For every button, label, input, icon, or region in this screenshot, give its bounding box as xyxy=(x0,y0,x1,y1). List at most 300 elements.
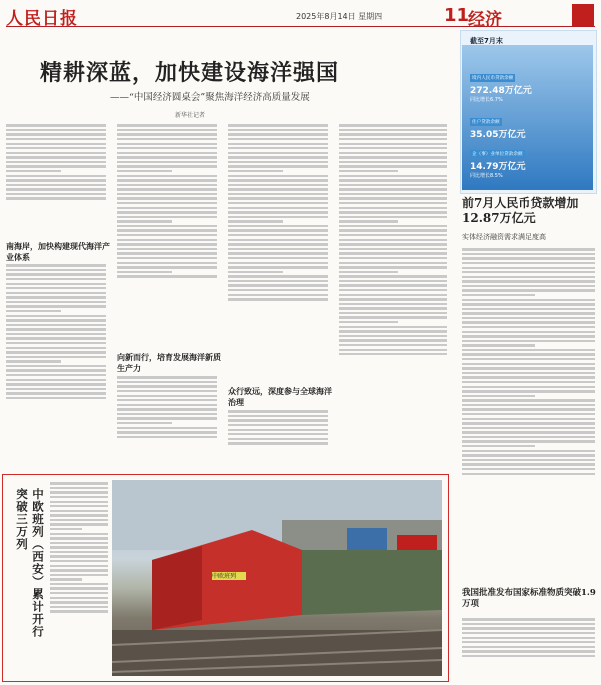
text-line xyxy=(117,225,217,227)
text-line xyxy=(117,147,217,149)
text-line xyxy=(462,253,595,255)
text-line xyxy=(339,161,447,163)
text-line xyxy=(462,436,595,438)
text-line xyxy=(117,138,217,140)
text-line xyxy=(117,211,217,213)
text-line xyxy=(228,294,328,296)
text-line xyxy=(117,431,217,433)
text-line xyxy=(117,229,217,231)
text-line xyxy=(462,363,595,365)
text-line xyxy=(6,397,106,399)
text-line xyxy=(339,252,447,254)
text-line xyxy=(339,202,447,204)
text-line xyxy=(50,496,108,498)
text-line xyxy=(6,138,106,140)
text-line xyxy=(462,459,595,461)
text-line xyxy=(6,296,106,298)
text-line xyxy=(339,133,447,135)
text-line xyxy=(117,202,217,204)
text-line xyxy=(462,440,595,442)
text-line xyxy=(228,248,328,250)
text-line xyxy=(462,422,595,424)
text-line xyxy=(462,463,595,465)
text-line xyxy=(6,388,106,390)
text-line xyxy=(117,266,217,268)
text-line xyxy=(50,569,108,571)
text-line xyxy=(6,124,106,126)
text-line xyxy=(462,390,595,392)
byline: 新华社记者 xyxy=(175,112,206,119)
text-line xyxy=(6,147,106,149)
text-line xyxy=(462,294,535,296)
article-column-1a xyxy=(6,122,106,240)
text-line xyxy=(117,248,217,250)
section-color-bar xyxy=(572,4,594,26)
text-line xyxy=(339,143,447,145)
text-line xyxy=(50,610,108,612)
text-line xyxy=(6,193,106,195)
text-line xyxy=(462,353,595,355)
text-line xyxy=(50,606,108,608)
text-line xyxy=(6,379,106,381)
text-line xyxy=(6,287,106,289)
text-line xyxy=(462,637,595,639)
text-line xyxy=(6,342,106,344)
text-line xyxy=(462,321,595,323)
text-line xyxy=(462,285,595,287)
text-line xyxy=(228,156,328,158)
text-line xyxy=(339,307,447,309)
text-line xyxy=(6,292,106,294)
text-line xyxy=(117,408,217,410)
text-line xyxy=(339,344,447,346)
text-line xyxy=(462,280,595,282)
text-line xyxy=(117,129,217,131)
text-line xyxy=(339,280,447,282)
text-line xyxy=(462,267,595,269)
main-subheadline: ——“中国经济圆桌会”聚焦海洋经济高质量发展 xyxy=(110,92,310,103)
text-line xyxy=(339,312,447,314)
text-line xyxy=(228,410,328,412)
text-line xyxy=(462,303,595,305)
text-line xyxy=(339,193,447,195)
text-line xyxy=(462,248,595,250)
text-line xyxy=(228,266,328,268)
text-line xyxy=(462,427,595,429)
text-line xyxy=(50,519,108,521)
text-line xyxy=(117,262,217,264)
text-line xyxy=(339,248,447,250)
text-line xyxy=(462,326,595,328)
text-line xyxy=(462,641,595,643)
text-line xyxy=(339,124,447,126)
text-line xyxy=(117,275,217,277)
page-number: 11 xyxy=(444,5,470,26)
article-column-3b xyxy=(228,408,328,468)
text-line xyxy=(6,283,106,285)
text-line xyxy=(50,597,108,599)
text-line xyxy=(339,220,398,222)
text-line xyxy=(6,365,106,367)
text-line xyxy=(50,555,108,557)
text-line xyxy=(339,147,447,149)
text-line xyxy=(462,445,535,447)
text-line xyxy=(228,161,328,163)
text-line xyxy=(117,133,217,135)
text-line xyxy=(339,275,447,277)
text-line xyxy=(117,436,217,438)
text-line xyxy=(339,175,447,177)
text-line xyxy=(6,152,106,154)
text-line xyxy=(462,381,595,383)
text-line xyxy=(339,316,447,318)
text-line xyxy=(117,395,217,397)
text-line xyxy=(228,197,328,199)
bottom-right-headline: 我国批准发布国家标准物质突破1.9万项 xyxy=(462,588,596,609)
text-line xyxy=(228,429,328,431)
text-line xyxy=(117,207,217,209)
text-line xyxy=(462,413,595,415)
text-line xyxy=(50,510,108,512)
text-line xyxy=(339,184,447,186)
stat-total-label: 境内人民币贷款余额 xyxy=(472,76,514,81)
text-line xyxy=(339,129,447,131)
text-line xyxy=(462,308,595,310)
text-line xyxy=(462,299,595,301)
text-line xyxy=(117,170,172,172)
stat-total-note: 同比增长6.7% xyxy=(470,97,503,103)
text-line xyxy=(117,390,217,392)
text-line xyxy=(6,392,106,394)
text-line xyxy=(462,399,595,401)
text-line xyxy=(228,284,328,286)
text-line xyxy=(339,349,447,351)
text-line xyxy=(6,360,61,362)
text-line xyxy=(228,257,328,259)
text-line xyxy=(50,565,108,567)
text-line xyxy=(6,305,106,307)
text-line xyxy=(50,491,108,493)
section-name: 经济 xyxy=(468,10,502,30)
text-line xyxy=(228,275,328,277)
text-line xyxy=(462,632,595,634)
text-line xyxy=(228,202,328,204)
text-line xyxy=(462,331,595,333)
text-line xyxy=(462,358,595,360)
text-line xyxy=(228,262,328,264)
text-line xyxy=(117,243,217,245)
text-line xyxy=(117,179,217,181)
infobox-title: 截至7月末 xyxy=(470,37,503,45)
text-line xyxy=(339,216,447,218)
text-line xyxy=(6,179,106,181)
text-line xyxy=(50,528,82,530)
text-line xyxy=(228,433,328,435)
text-line xyxy=(50,551,108,553)
text-line xyxy=(228,129,328,131)
text-line xyxy=(50,560,108,562)
text-line xyxy=(6,369,106,371)
text-line xyxy=(228,415,328,417)
text-line xyxy=(339,298,447,300)
text-line xyxy=(228,252,328,254)
text-line xyxy=(462,289,595,291)
text-line xyxy=(462,271,595,273)
text-line xyxy=(6,347,106,349)
text-line xyxy=(228,220,283,222)
text-line xyxy=(50,514,108,516)
text-line xyxy=(339,303,447,305)
text-line xyxy=(6,356,106,358)
text-line xyxy=(462,344,535,346)
text-line xyxy=(339,266,447,268)
text-line xyxy=(117,234,217,236)
text-line xyxy=(339,262,447,264)
text-line xyxy=(50,542,108,544)
stat-enterprise-note: 同比增长8.5% xyxy=(470,173,503,179)
text-line xyxy=(462,655,595,657)
text-line xyxy=(6,143,106,145)
text-line xyxy=(462,650,595,652)
section-heading-2: 向新而行，培育发展海洋新质生产力 xyxy=(117,352,221,373)
text-line xyxy=(117,220,172,222)
text-line xyxy=(228,207,328,209)
text-line xyxy=(6,383,106,385)
text-line xyxy=(339,152,447,154)
article-column-2b xyxy=(117,374,217,468)
text-line xyxy=(117,124,217,126)
text-line xyxy=(6,333,106,335)
text-line xyxy=(6,374,106,376)
text-line xyxy=(6,170,61,172)
text-line xyxy=(117,197,217,199)
text-line xyxy=(462,618,595,620)
text-line xyxy=(228,298,328,300)
text-line xyxy=(117,216,217,218)
text-line xyxy=(228,438,328,440)
text-line xyxy=(462,372,595,374)
text-line xyxy=(50,533,108,535)
text-line xyxy=(6,165,106,167)
text-line xyxy=(117,239,217,241)
text-line xyxy=(50,578,82,580)
text-line xyxy=(339,225,447,227)
text-line xyxy=(462,349,595,351)
text-line xyxy=(462,312,595,314)
right-subheadline: 实体经济融资需求满足度高 xyxy=(462,233,546,241)
text-line xyxy=(339,284,447,286)
text-line xyxy=(228,133,328,135)
text-line xyxy=(6,133,106,135)
photo-story-caption xyxy=(50,480,108,675)
text-line xyxy=(462,454,595,456)
text-line xyxy=(117,161,217,163)
text-line xyxy=(228,147,328,149)
text-line xyxy=(339,239,447,241)
text-line xyxy=(462,468,595,470)
train-photo xyxy=(112,480,442,676)
text-line xyxy=(228,170,283,172)
text-line xyxy=(228,184,328,186)
text-line xyxy=(462,395,535,397)
text-line xyxy=(462,408,595,410)
text-line xyxy=(50,583,108,585)
text-line xyxy=(117,152,217,154)
text-line xyxy=(6,301,106,303)
text-line xyxy=(50,587,108,589)
text-line xyxy=(339,156,447,158)
text-line xyxy=(462,376,595,378)
stat-household xyxy=(470,108,590,140)
text-line xyxy=(339,138,447,140)
text-line xyxy=(6,175,106,177)
text-line xyxy=(462,431,595,433)
text-line xyxy=(228,211,328,213)
text-line xyxy=(228,216,328,218)
text-line xyxy=(6,337,106,339)
text-line xyxy=(50,501,108,503)
text-line xyxy=(339,321,398,323)
text-line xyxy=(228,179,328,181)
text-line xyxy=(462,646,595,648)
text-line xyxy=(117,422,172,424)
text-line xyxy=(339,330,447,332)
text-line xyxy=(117,385,217,387)
text-line xyxy=(339,257,447,259)
text-line xyxy=(228,442,328,444)
text-line xyxy=(117,376,217,378)
text-line xyxy=(339,170,398,172)
text-line xyxy=(339,234,447,236)
article-column-2a xyxy=(117,122,217,350)
text-line xyxy=(228,271,283,273)
article-column-1b xyxy=(6,262,106,468)
text-line xyxy=(339,339,447,341)
right-headline: 前7月人民币贷款增加12.87万亿元 xyxy=(462,196,579,225)
text-line xyxy=(228,165,328,167)
masthead xyxy=(6,4,595,30)
text-line xyxy=(339,353,447,355)
text-line xyxy=(117,165,217,167)
text-line xyxy=(117,399,217,401)
stat-total xyxy=(470,64,590,103)
text-line xyxy=(117,271,172,273)
text-line xyxy=(6,264,106,266)
text-line xyxy=(228,229,328,231)
section-heading-3: 众行致远，深度参与全球海洋治理 xyxy=(228,386,332,407)
text-line xyxy=(6,161,106,163)
bottom-right-body xyxy=(462,616,595,680)
issue-date: 2025年8月14日 星期四 xyxy=(296,12,383,21)
text-line xyxy=(462,340,595,342)
text-line xyxy=(117,413,217,415)
text-line xyxy=(117,193,217,195)
text-line xyxy=(462,418,595,420)
text-line xyxy=(339,207,447,209)
text-line xyxy=(339,243,447,245)
newspaper-logo: 人民日报 xyxy=(6,9,78,29)
text-line xyxy=(228,188,328,190)
text-line xyxy=(50,537,108,539)
photo-story-headline: 中欧班列（西安）累计开行突破三万列 xyxy=(15,488,45,638)
text-line xyxy=(462,404,595,406)
text-line xyxy=(462,335,595,337)
text-line xyxy=(228,289,328,291)
text-line xyxy=(339,271,398,273)
stat-household-value: 35.05万亿元 xyxy=(470,130,526,140)
text-line xyxy=(339,179,447,181)
text-line xyxy=(462,450,595,452)
text-line xyxy=(6,319,106,321)
text-line xyxy=(6,315,106,317)
text-line xyxy=(228,424,328,426)
text-line xyxy=(339,197,447,199)
text-line xyxy=(6,328,106,330)
text-line xyxy=(6,184,106,186)
text-line xyxy=(462,262,595,264)
text-line xyxy=(6,278,106,280)
text-line xyxy=(117,143,217,145)
text-line xyxy=(228,143,328,145)
text-line xyxy=(50,601,108,603)
text-line xyxy=(6,324,106,326)
text-line xyxy=(50,487,108,489)
text-line xyxy=(117,184,217,186)
text-line xyxy=(50,482,108,484)
text-line xyxy=(228,419,328,421)
text-line xyxy=(6,197,106,199)
text-line xyxy=(462,623,595,625)
stat-enterprise-label: 企（事）业单位贷款余额 xyxy=(472,152,523,157)
text-line xyxy=(462,473,595,475)
text-line xyxy=(339,229,447,231)
stat-enterprise-value: 14.79万亿元 xyxy=(470,162,526,172)
text-line xyxy=(339,335,447,337)
text-line xyxy=(117,257,217,259)
text-line xyxy=(462,317,595,319)
text-line xyxy=(339,326,447,328)
text-line xyxy=(117,417,217,419)
text-line xyxy=(6,129,106,131)
text-line xyxy=(462,367,595,369)
train-illustration xyxy=(112,480,442,676)
article-column-3a xyxy=(228,122,328,384)
right-article-body xyxy=(462,246,595,582)
text-line xyxy=(117,252,217,254)
text-line xyxy=(50,592,108,594)
text-line xyxy=(339,289,447,291)
text-line xyxy=(228,193,328,195)
text-line xyxy=(6,310,61,312)
text-line xyxy=(339,188,447,190)
text-line xyxy=(339,294,447,296)
text-line xyxy=(228,138,328,140)
stat-household-label: 住户贷款余额 xyxy=(472,120,500,125)
text-line xyxy=(6,156,106,158)
text-line xyxy=(117,381,217,383)
text-line xyxy=(462,276,595,278)
text-line xyxy=(462,627,595,629)
article-column-4 xyxy=(339,122,447,468)
text-line xyxy=(6,269,106,271)
text-line xyxy=(117,188,217,190)
train-label: 中欧班列 xyxy=(212,573,237,580)
text-line xyxy=(228,175,328,177)
text-line xyxy=(462,386,595,388)
main-headline: 精耕深蓝，加快建设海洋强国 xyxy=(40,60,340,86)
text-line xyxy=(117,404,217,406)
text-line xyxy=(6,273,106,275)
